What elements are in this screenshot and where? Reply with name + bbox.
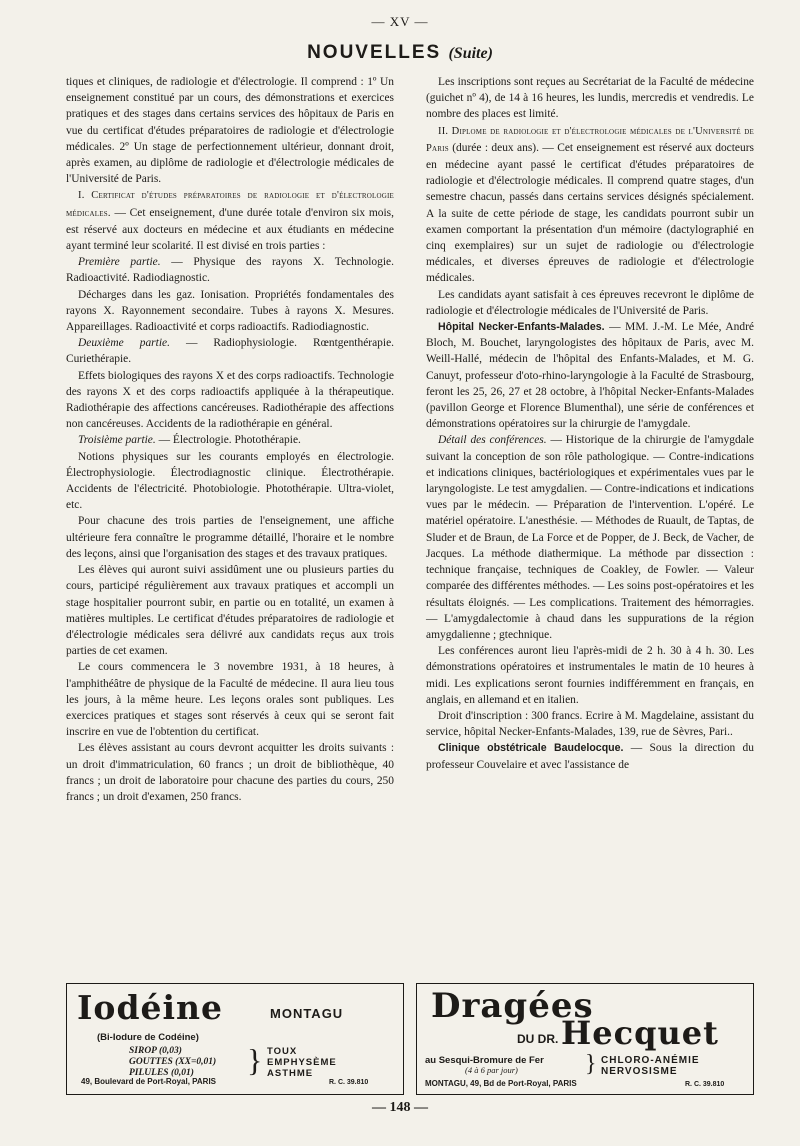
ad-form-item: GOUTTES (XX=0,01) [129,1057,217,1067]
paragraph [426,123,754,287]
ad-address: MONTAGU, 49, Bd de Port-Royal, PARIS [425,1079,577,1088]
ad-uses [267,1046,337,1079]
page-title [0,42,800,64]
brace-glyph: } [585,1051,597,1077]
title-text: NOUVELLES [307,42,442,63]
paragraph [426,319,754,432]
section-heading: I. Certificat d'études préparatoires de radiologie et d'électrologie médicales. [66,190,394,219]
paragraph: tiques et cliniques, de radiologie et d'électrologie. Il comprend : 1º Un enseignement constitué par un cours, des démonstrations et exercices pratiques et des stages dans certains services des hôpitaux de Paris en vue du certificat d'études préparatoires de radiologie et d'électrologie médicales. 2º Un stage de perfectionnement ultérieur, donnant droit, après examen, au diplôme de radiologie et d'électrologie médicales de l'Université de Paris. [66,76,394,186]
brace-glyph: } [247,1042,263,1078]
ad-maker: MONTAGU [270,1006,344,1021]
paragraph [66,187,394,254]
paragraph: Effets biologiques des rayons X et des corps radioactifs. Technologie des rayons X et des corps radioactifs appliquée à la thérapeutique. Radiothérapie des affections cancéreuses. Radiothérapie des affections non cancéreuses. Accidents de la radiothérapie en général. [66,369,394,431]
paragraph [66,335,394,367]
ad-use-item: EMPHYSÈME [267,1057,337,1068]
ad-dose: (4 à 6 par jour) [465,1065,518,1075]
ad-registration: R. C. 39.810 [685,1081,725,1088]
paragraph-text: — Cet enseignement, d'une durée totale d'environ six mois, est réservé aux docteurs en médecine et aux étudiants en médecine ayant terminé leur scolarité. Il est divisé en trois parties : [66,206,394,253]
paragraph [426,432,754,643]
ad-use-item: TOUX [267,1046,298,1057]
paragraph: Les élèves assistant au cours devront acquitter les droits suivants : un droit d'immatriculation, 60 francs ; un droit de bibliothèque, 40 francs ; un droit de laboratoire pour chacune des parties du cours, 250 francs ; un droit d'examen, 250 francs. [66,742,394,803]
advertisement-dragees-hecquet [416,983,754,1095]
ad-prefix: DU DR. [517,1032,559,1046]
left-column [66,74,394,966]
paragraph: Pour chacune des trois parties de l'enseignement, une affiche ultérieure fera connaître le programme détaillé, l'horaire et le nombre des leçons, ainsi que l'organisation des stages et des travaux pratiques. [66,515,394,560]
paragraph: Les inscriptions sont reçues au Secrétariat de la Faculté de médecine (guichet nº 4), de 14 à 16 heures, les lundis, mercredis et vendredis. Le nombre des places est limité. [426,76,754,121]
page-roman-numeral: — XV — [371,14,429,29]
paragraph [66,432,394,448]
section-heading: Clinique obstétricale Baudelocque. [438,742,624,755]
paragraph: Les conférences auront lieu l'après-midi de 2 h. 30 à 4 h. 30. Les démonstrations opératoires et instrumentales le matin de 10 heures à midi. Les explications seront fournies indifféremment en français, en anglais, en allemand et en italien. [426,645,754,706]
article-columns [66,74,754,966]
paragraph [426,740,754,772]
part-heading: Détail des conférences. [438,434,547,447]
ad-brand-secondary: Hecquet [561,1014,719,1052]
ad-forms [129,1046,216,1079]
ad-form-item: SIROP (0,03) [129,1046,182,1056]
paragraph: Droit d'inscription : 300 francs. Ecrire à M. Magdelaine, assistant du service, hôpital Necker-Enfants-Malades, 139, rue de Sèvres, Pari.. [426,709,754,739]
page-number: — 148 — [372,1100,428,1115]
paragraph-text: (durée : deux ans). — Cet enseignement est réservé aux docteurs en médecine ayant passé le certificat d'études préparatoires de radiologie et d'électrologie médicales. Il comprend quatre stages, d'un semestre chacun, passés dans certains services désignés spécialement. A la suite de cette période de stage, les candidats pourront subir un examen comportant la présentation d'un mémoire (dactylographié en cinq exemplaires) sur un sujet de radiologie ou d'électrologie médicales, et diverses épreuves de radiologie et d'électrologie médicales. [426,141,754,285]
paragraph: Le cours commencera le 3 novembre 1931, à 18 heures, à l'amphithéâtre de physique de la Faculté de médecine. Il aura lieu tous les jours, à la même heure. Les leçons orales sont publiques. Les exercices pratiques et stages sont réservés à ceux qui se seront fait inscrire en vue de l'obtention du certificat. [66,661,394,739]
part-heading: Deuxième partie. [78,337,170,350]
paragraph-text: — Sous la direction du professeur Couvelaire et avec l'assistance de [426,742,754,771]
ad-subtitle: (Bi-Iodure de Codéine) [97,1032,199,1043]
right-column [426,74,754,966]
paragraph: Notions physiques sur les courants employés en électrologie. Électrophysiologie. Électrodiagnostic clinique. Électrothérapie. Accidents de l'électricité. Photobiologie. Photothérapie. Ultra-violet, etc. [66,450,394,512]
ad-registration: R. C. 39.810 [329,1079,369,1086]
paragraph [66,254,394,286]
part-heading: Troisième partie. [78,434,156,447]
ad-subtitle: au Sesqui-Bromure de Fer [425,1055,544,1066]
paragraph-text: — MM. J.-M. Le Mée, André Bloch, M. Bouchet, laryngologistes des hôpitaux de Paris, avec M. Weill-Hallé, médecin de l'hôpital des Enfants-Malades, et M. G. Canuyt, professeur d'oto-rhino-laryngologie à la Faculté de Strasbourg, feront les 25, 26, 27 et 28 octobre, à l'hôpital Necker-Enfants-Malades (pavillon George et Florence Blumenthal), une série de conférences et démonstrations opératoires sur la chirurgie de l'amygdale. [426,321,754,431]
section-heading: Hôpital Necker-Enfants-Malades. [438,321,605,334]
ad-brand: Dragées [431,986,594,1026]
paragraph-text: — Historique de la chirurgie de l'amygdale suivant la conception de son rôle pathologique. — Contre-indications et indications cliniques, bactériologiques et expérimentales vues par le laryngologiste. Le test amygdalien. — Contre-indications et indications vues par le médecin. — Préparation de l'intervention. L'opéré. Le matériel opératoire. L'anesthésie. — Méthodes de Ruault, de Taptas, de Sluder et de Braun, de La Force et de Popper, de J. Beck, de Vacher, de Jacques. La méthode diathermique. La méthode par dissection : technique française, techniques de Coakley, de Fowler. — Valeur comparée des différentes méthodes. — Les soins post-opératoires et les résultats éloignés. — Les complications. Traitement des hémorragies. — L'amygdalectomie à chaud dans les suppurations de la région amygdalienne ; gtechnique. [426,434,754,641]
part-heading: Première partie. [78,256,161,269]
ad-brand: Iodéine [77,988,224,1027]
ad-uses [601,1055,700,1077]
paragraph: Les candidats ayant satisfait à ces épreuves recevront le diplôme de radiologie et d'électrologie médicales de l'Université de Paris. [426,288,754,317]
ad-address: 49, Boulevard de Port-Royal, PARIS [81,1077,216,1086]
title-suffix: (Suite) [448,45,493,62]
paragraph-text: — Radiophysiologie. Rœntgenthérapie. Curiethérapie. [66,337,394,366]
advertisement-iodeine [66,983,404,1095]
ad-use-item: CHLORO-ANÉMIE [601,1055,700,1066]
paragraph-text: — Électrologie. Photothérapie. [155,434,301,447]
paragraph: Décharges dans les gaz. Ionisation. Propriétés fondamentales des rayons X. Rayonnement secondaire. Tubes à rayons X. Mesures. Appareillages. Radioactivité et corps radioactifs. Radiodiagnostic. [66,288,394,334]
ad-use-item: ASTHME [267,1068,314,1079]
section-heading: II. Diplome de radiologie et d'électrologie médicales de l'Université de Paris [426,125,754,154]
paragraph-text: — Physique des rayons X. Technologie. Radioactivité. Radiodiagnostic. [66,256,394,285]
ad-form-item: PILULES (0,01) [129,1068,194,1078]
advertisement-row [66,983,754,1095]
paragraph: Les élèves qui auront suivi assidûment une ou plusieurs parties du cours, participé régulièrement aux travaux pratiques et accompli un stage hospitalier pourront subir, en partie ou en totalité, un examen à matières multiples. Le certificat d'études préparatoires de radiologie et d'électrologie médicales sera délivré aux candidats reçus aux trois parties de cet examen. [66,564,394,658]
ad-use-item: NERVOSISME [601,1066,678,1077]
